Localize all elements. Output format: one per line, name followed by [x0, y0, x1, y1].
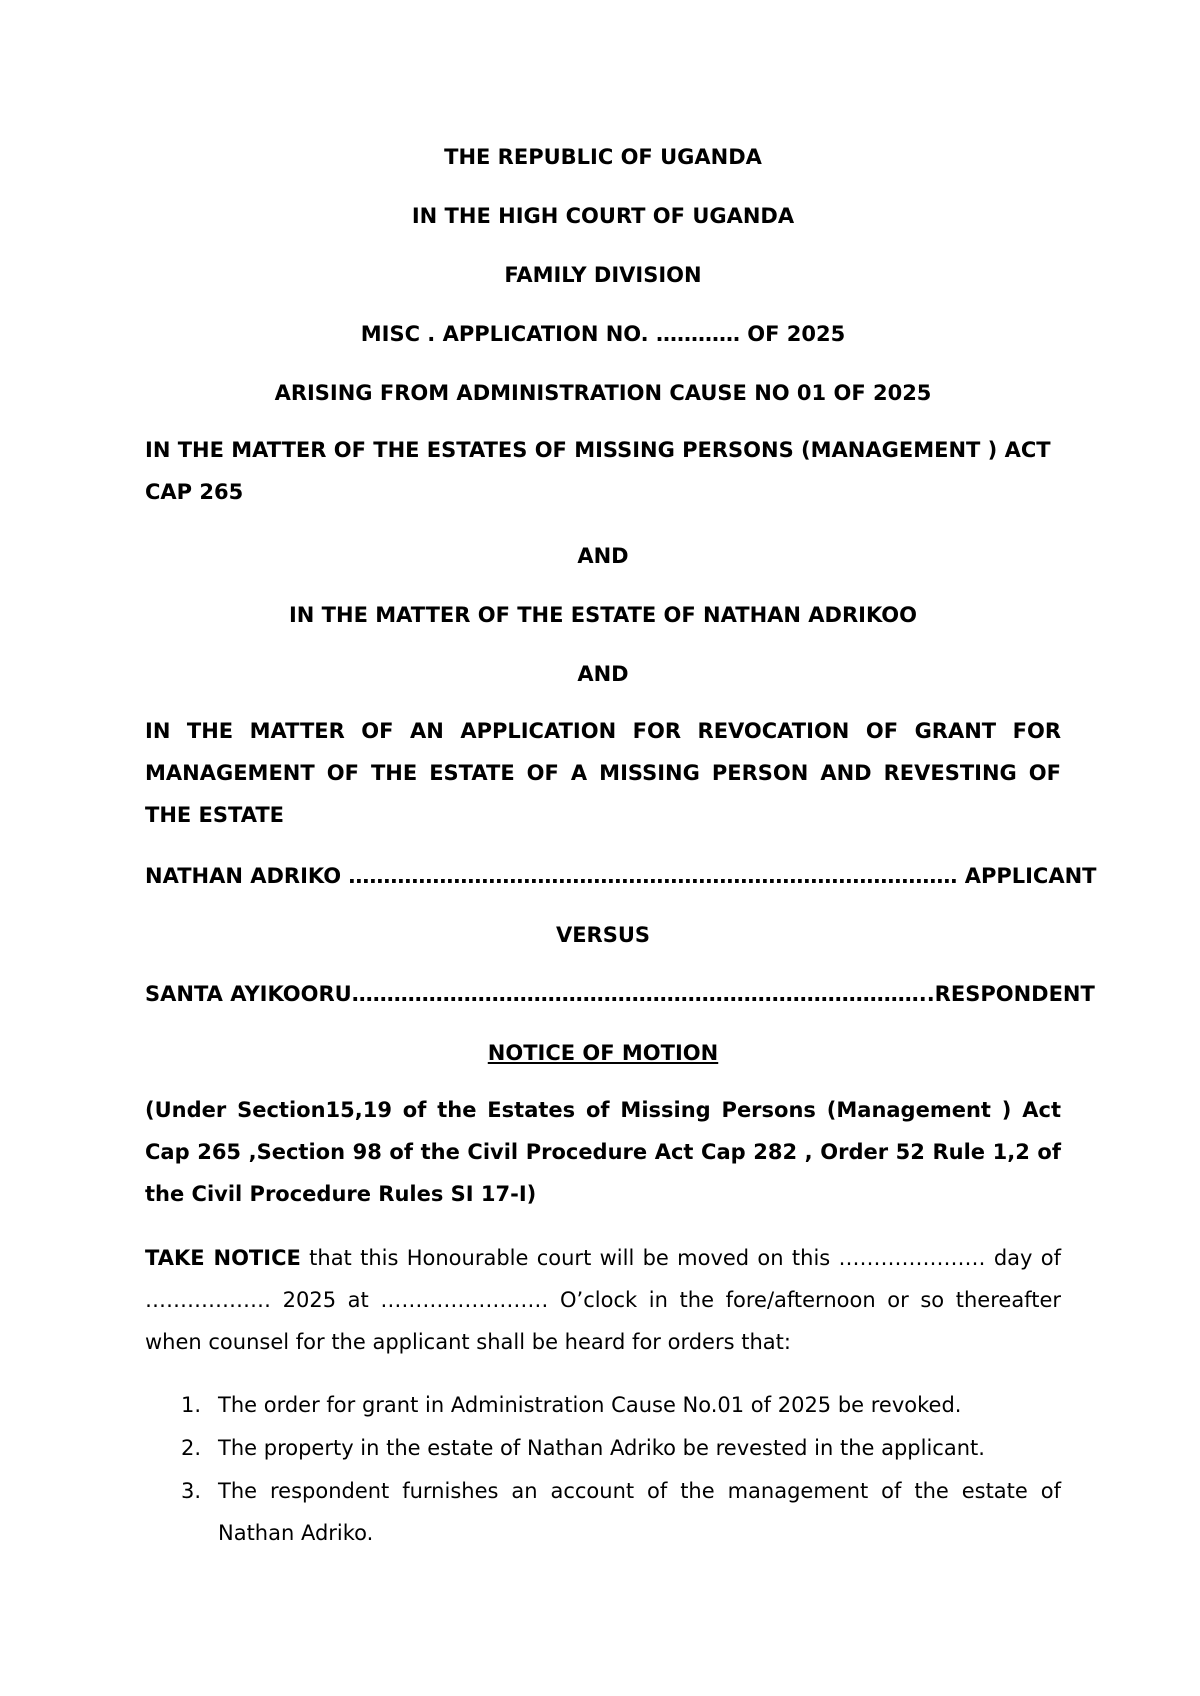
and-separator-1: AND	[577, 544, 629, 568]
order-number: 1.	[181, 1393, 202, 1417]
take-notice-paragraph	[145, 1237, 1061, 1363]
list-item	[145, 1427, 1061, 1469]
orders-list	[145, 1384, 1061, 1555]
order-number: 3.	[181, 1479, 202, 1503]
order-text: The property in the estate of Nathan Adriko be revested in the applicant.	[218, 1436, 985, 1460]
matter-estate: IN THE MATTER OF THE ESTATE OF NATHAN ADRIKOO	[288, 603, 917, 627]
applicant-line: NATHAN ADRIKO …………………………………………………………………………… APPLICANT	[145, 864, 1097, 888]
notice-title: NOTICE OF MOTION	[487, 1041, 719, 1065]
list-item	[145, 1384, 1061, 1426]
take-notice-label: TAKE NOTICE	[145, 1246, 301, 1270]
and-separator-2: AND	[577, 662, 629, 686]
court-heading: IN THE HIGH COURT OF UGANDA	[411, 204, 795, 228]
legal-provisions: (Under Section15,19 of the Estates of Missing Persons (Management ) Act Cap 265 ,Section 98 of the Civil Procedure Act Cap 282 , Order 52 Rule 1,2 of the Civil Procedure Rules SI 17-I)	[145, 1098, 1061, 1206]
arising-from-heading: ARISING FROM ADMINISTRATION CAUSE NO 01 OF 2025	[274, 381, 932, 405]
list-item	[145, 1470, 1061, 1554]
versus-heading: VERSUS	[555, 923, 651, 947]
order-text: The respondent furnishes an account of the management of the estate of Nathan Adriko.	[218, 1479, 1061, 1545]
division-heading: FAMILY DIVISION	[504, 263, 702, 287]
misc-application-heading: MISC . APPLICATION NO. ………… OF 2025	[360, 322, 846, 346]
matter-application: IN THE MATTER OF AN APPLICATION FOR REVOCATION OF GRANT FOR MANAGEMENT OF THE ESTATE OF A MISSING PERSON AND REVESTING OF THE ESTATE	[145, 719, 1061, 827]
take-notice-body: that this Honourable court will be moved on this ………………… day of ……………… 2025 at …………………… O’clock in the fore/afternoon or so thereafter when counsel for the applicant shall be heard for orders that:	[145, 1246, 1062, 1354]
respondent-line: SANTA AYIKOORU………………………………………………………………………..RESPONDENT	[145, 982, 1095, 1006]
order-number: 2.	[181, 1436, 202, 1460]
republic-heading: THE REPUBLIC OF UGANDA	[444, 145, 762, 169]
order-text: The order for grant in Administration Cause No.01 of 2025 be revoked.	[218, 1393, 962, 1417]
matter-act: IN THE MATTER OF THE ESTATES OF MISSING PERSONS (MANAGEMENT ) ACT CAP 265	[145, 438, 1051, 504]
